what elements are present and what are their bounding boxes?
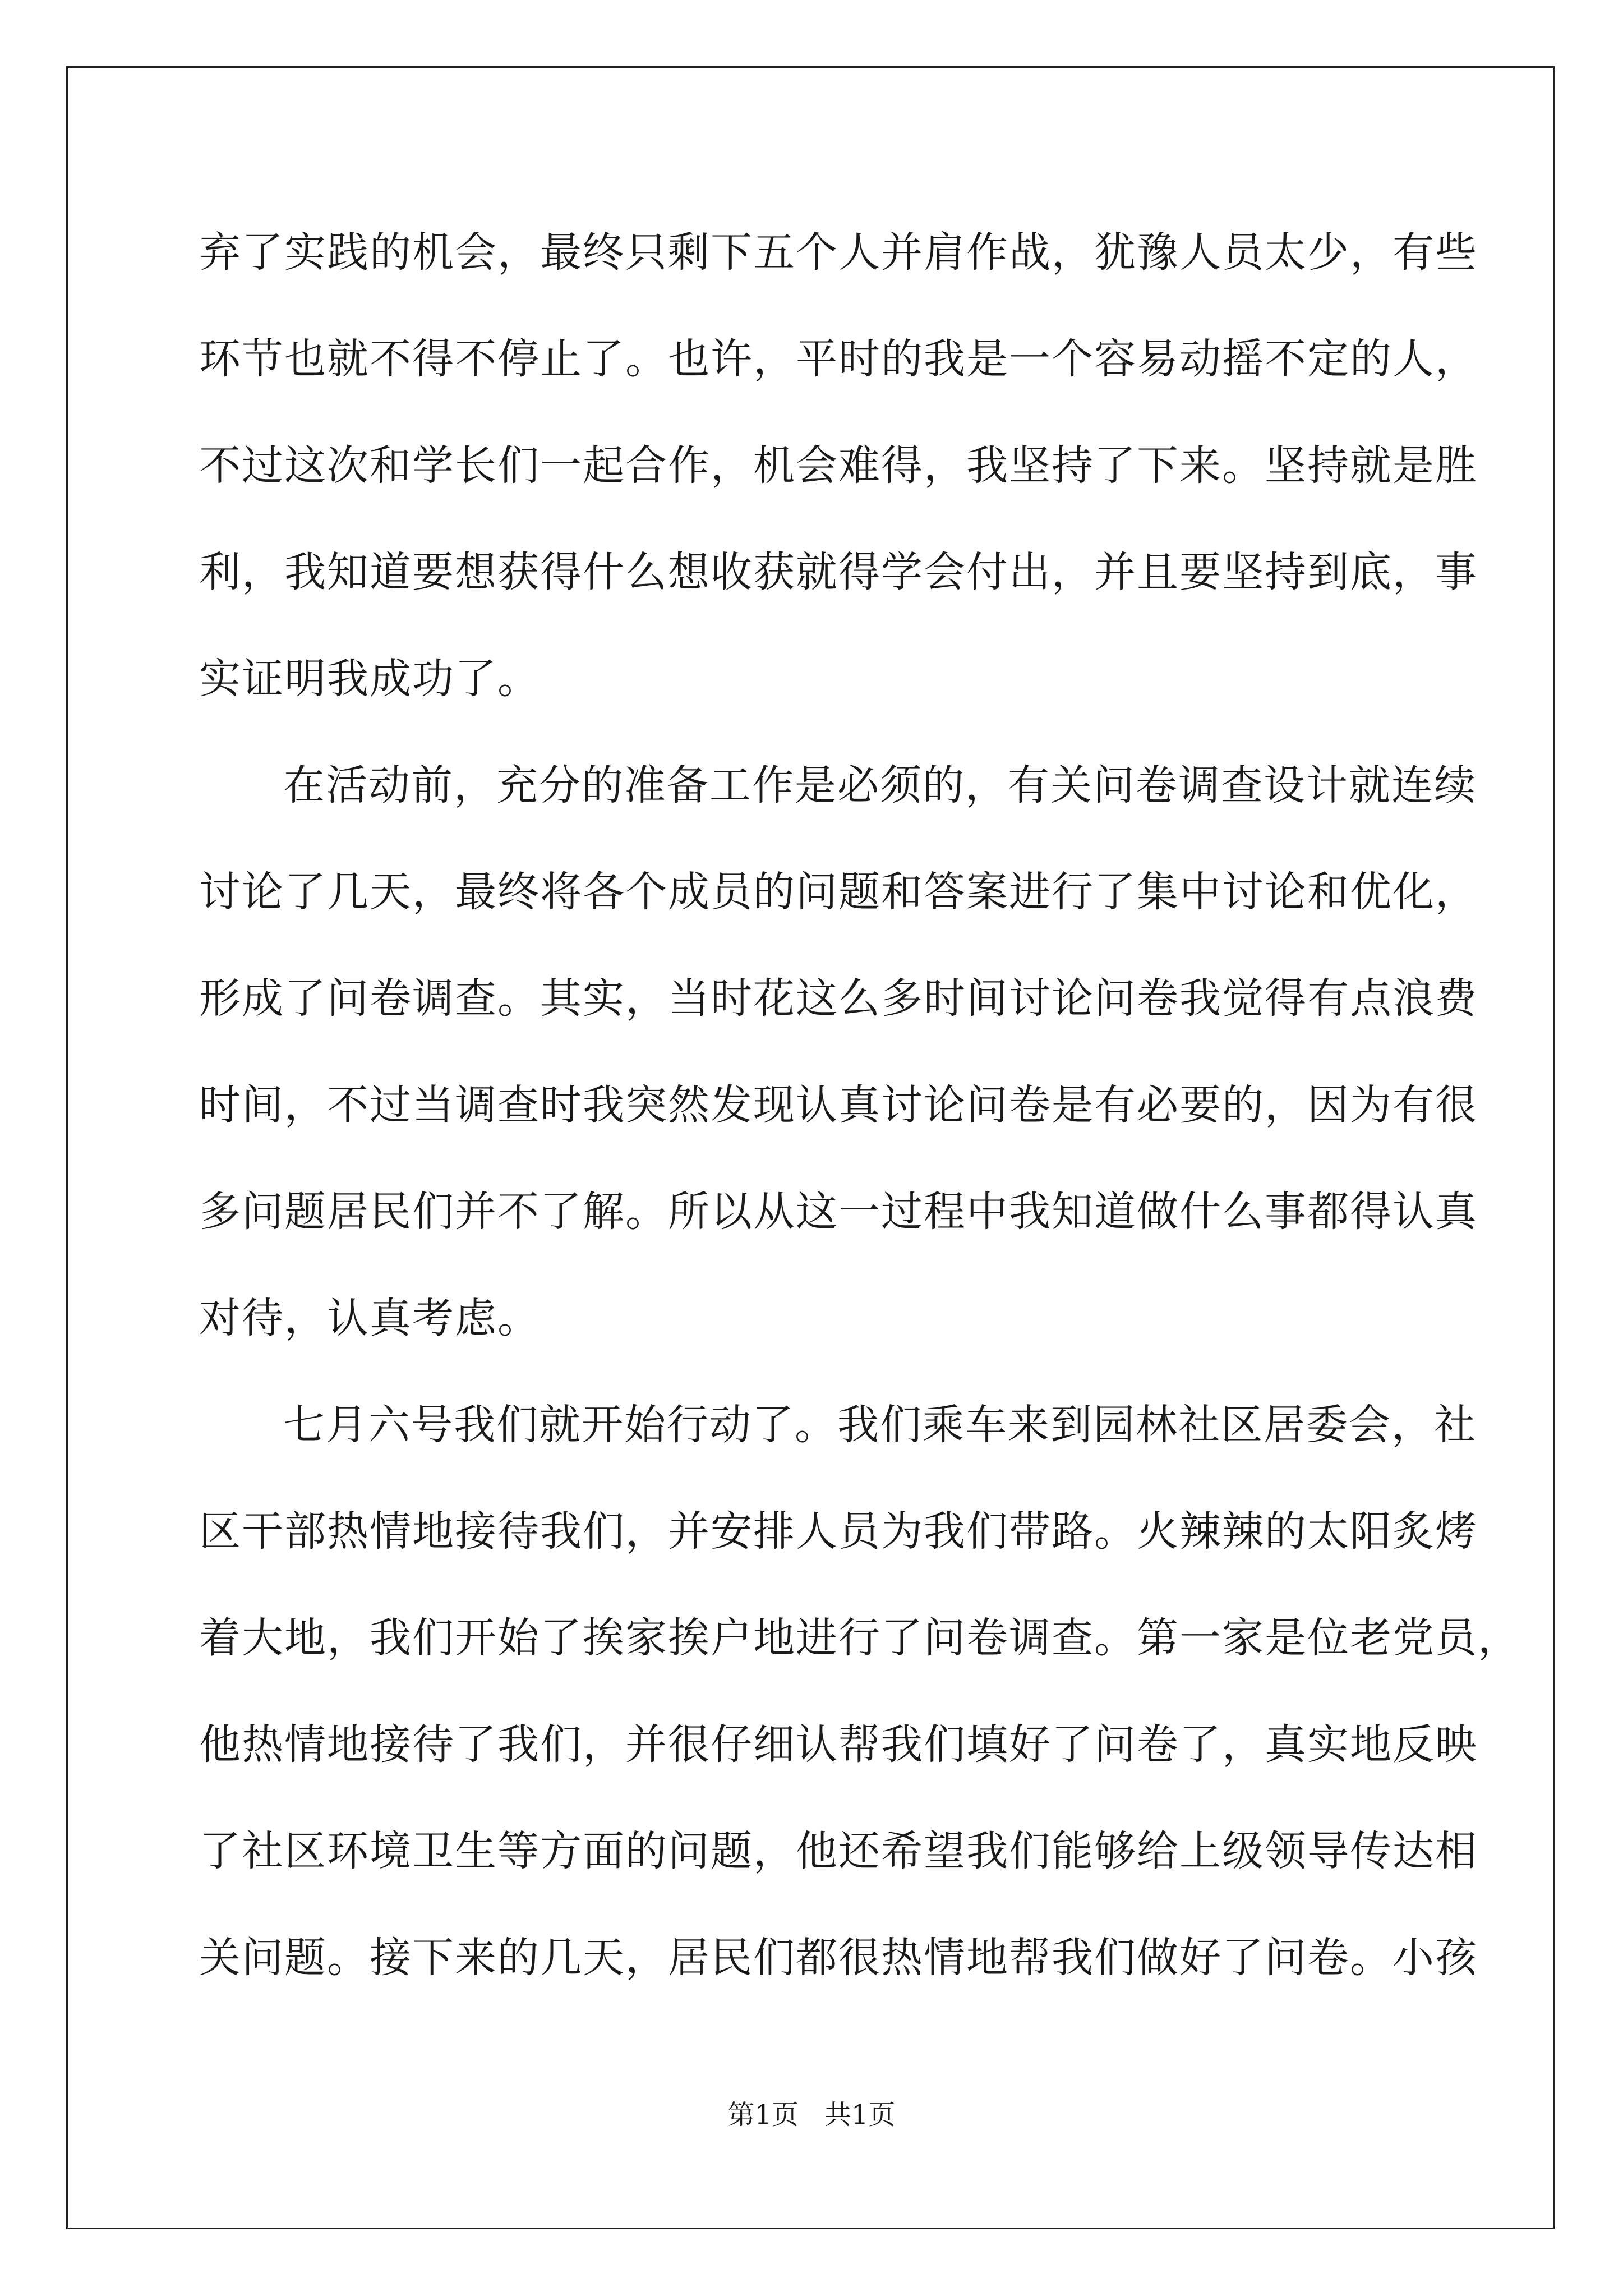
text-line: 讨论了几天，最终将各个成员的问题和答案进行了集中讨论和优化，	[199, 868, 1478, 916]
text-line: 弃了实践的机会，最终只剩下五个人并肩作战，犹豫人员太少，有些	[199, 228, 1478, 277]
text-line: 区干部热情地接待我们，并安排人员为我们带路。火辣辣的太阳炙烤	[199, 1507, 1478, 1556]
text-line: 他热情地接待了我们，并很仔细认帮我们填好了问卷了，真实地反映	[199, 1720, 1478, 1769]
text-line: 关问题。接下来的几天，居民们都很热情地帮我们做好了问卷。小孩	[199, 1934, 1478, 1982]
text-line: 环节也就不得不停止了。也许，平时的我是一个容易动摇不定的人，	[199, 335, 1478, 383]
text-line: 实证明我成功了。	[199, 655, 540, 703]
page-border	[66, 66, 1555, 2229]
paragraph-first-line: 在活动前，充分的准备工作是必须的，有关问卷调查设计就连续	[283, 761, 1477, 809]
paragraph-first-line: 七月六号我们就开始行动了。我们乘车来到园林社区居委会，社	[283, 1401, 1477, 1449]
text-line: 多问题居民们并不了解。所以从这一过程中我知道做什么事都得认真	[199, 1188, 1478, 1236]
text-line: 着大地，我们开始了挨家挨户地进行了问卷调查。第一家是位老党员，	[199, 1614, 1520, 1662]
text-line: 利，我知道要想获得什么想收获就得学会付出，并且要坚持到底，事	[199, 548, 1478, 596]
text-line: 形成了问卷调查。其实，当时花这么多时间讨论问卷我觉得有点浪费	[199, 974, 1478, 1023]
text-line: 时间，不过当调查时我突然发现认真讨论问卷是有必要的，因为有很	[199, 1081, 1478, 1129]
text-line: 对待，认真考虑。	[199, 1294, 540, 1342]
text-line: 不过这次和学长们一起合作，机会难得，我坚持了下来。坚持就是胜	[199, 441, 1478, 490]
page-number-footer: 第1页 共1页	[727, 2099, 896, 2131]
text-line: 了社区环境卫生等方面的问题，他还希望我们能够给上级领导传达相	[199, 1827, 1478, 1875]
